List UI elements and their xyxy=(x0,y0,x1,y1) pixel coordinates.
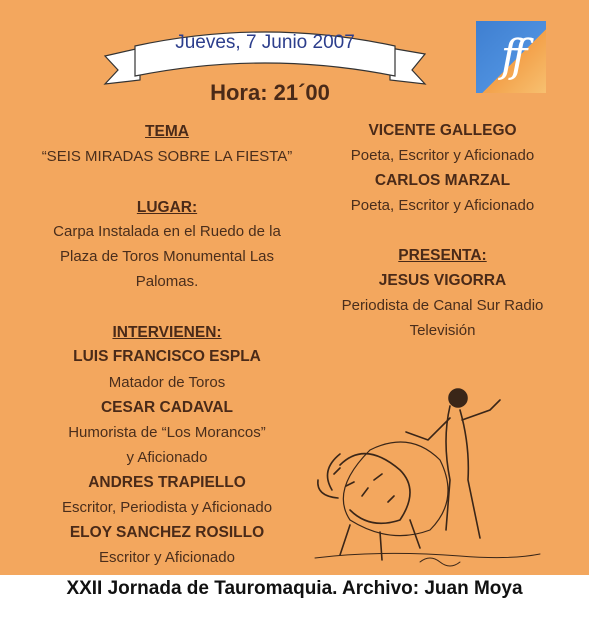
event-date: Jueves, 7 Junio 2007 xyxy=(175,32,355,53)
presenter-role: Periodista de Canal Sur Radio xyxy=(341,297,544,314)
speaker-name: LUIS FRANCISCO ESPLA xyxy=(73,348,261,365)
speaker-role: Escritor y Aficionado xyxy=(99,549,235,566)
event-time: Hora: 21´00 xyxy=(210,80,330,105)
logo-mark: ff xyxy=(500,31,522,82)
speaker-name: VICENTE GALLEGO xyxy=(368,122,517,139)
speaker-name: ANDRES TRAPIELLO xyxy=(88,474,246,491)
speaker-role: Matador de Toros xyxy=(108,374,226,391)
speaker-role: Escritor, Periodista y Aficionado xyxy=(61,499,273,516)
bullfighter-sketch xyxy=(310,370,545,570)
speaker-role: Humorista de “Los Morancos” xyxy=(68,424,266,441)
archive-caption: XXII Jornada de Tauromaquia. Archivo: Juan Moya xyxy=(66,578,523,599)
lugar-heading: LUGAR: xyxy=(136,199,198,216)
speaker-role: Poeta, Escritor y Aficionado xyxy=(350,147,535,164)
speaker-role: Poeta, Escritor y Aficionado xyxy=(350,197,535,214)
lugar-line: Palomas. xyxy=(135,273,199,290)
speaker-role: y Aficionado xyxy=(126,449,208,466)
speaker-name: CESAR CADAVAL xyxy=(100,399,234,416)
foundation-logo xyxy=(476,21,546,93)
tema-heading: TEMA xyxy=(145,123,189,140)
speaker-name: CARLOS MARZAL xyxy=(374,172,511,189)
lugar-line: Plaza de Toros Monumental Las xyxy=(59,248,274,265)
lugar-line: Carpa Instalada en el Ruedo de la xyxy=(53,223,281,240)
speaker-name: ELOY SANCHEZ ROSILLO xyxy=(69,524,265,541)
tema-text: “SEIS MIRADAS SOBRE LA FIESTA” xyxy=(41,148,293,165)
presenter-role: Televisión xyxy=(409,322,476,339)
presenta-heading: PRESENTA: xyxy=(398,247,487,264)
intervienen-heading: INTERVIENEN: xyxy=(112,324,222,341)
presenter-name: JESUS VIGORRA xyxy=(378,272,507,289)
